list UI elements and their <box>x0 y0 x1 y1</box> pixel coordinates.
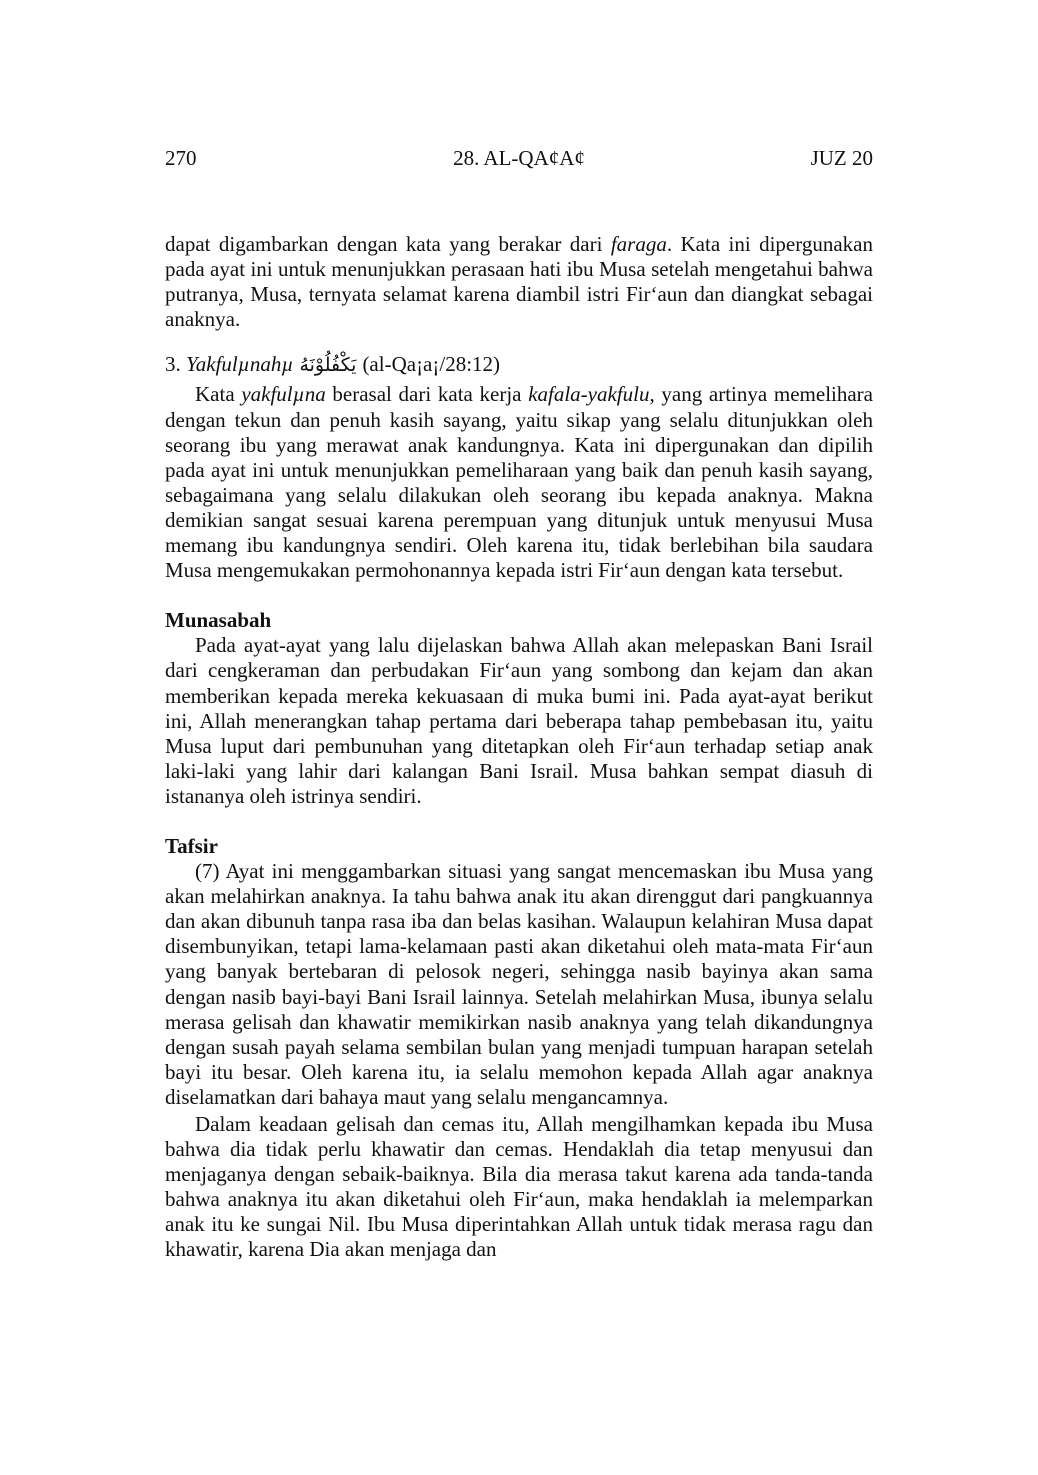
term-explanation-paragraph: Kata yakfulµna berasal dari kata kerja kafala-yakfulu, yang artinya memelihara dengan tekun dan penuh kasih sayang, yaitu sikap yang selalu ditunjukkan oleh seorang ibu yang merawat anak kandungnya. Kata ini dipergunakan dan dipilih pada ayat ini untuk menunjukkan pemeliharaan yang baik dan penuh kasih sayang, sebagaimana yang selalu dilakukan oleh seorang ibu kepada anaknya. Makna demikian sangat sesuai karena perempuan yang ditunjuk untuk menyusui Musa memang ibu kandungnya sendiri. Oleh karena itu, tidak berlebihan bila saudara Musa mengemukakan permohonannya kepada istri Fir‘aun dengan kata tersebut. <box>165 382 873 583</box>
tafsir-paragraph-1: (7) Ayat ini menggambarkan situasi yang sangat mencemaskan ibu Musa yang akan melahirkan anaknya. Ia tahu bahwa anak itu akan direnggut dari pangkuannya dan akan dibunuh tanpa rasa iba dan belas kasihan. Walaupun kelahiran Musa dapat disembunyikan, tetapi lama-kelamaan pasti akan diketahui oleh mata-mata Fir‘aun yang banyak bertebaran di pelosok negeri, sehingga nasib bayinya akan sama dengan nasib bayi-bayi Bani Israil lainnya. Setelah melahirkan Musa, ibunya selalu merasa gelisah dan khawatir memikirkan nasib anaknya yang telah dikandungnya dengan susah payah selama sembilan bulan yang menjadi tumpuan harapan setelah bayi itu besar. Oleh karena itu, ia selalu memohon kepada Allah agar anaknya diselamatkan dari bahaya maut yang selalu mengancamnya. <box>165 859 873 1109</box>
section-heading-munasabah: Munasabah <box>165 608 272 633</box>
emphasis-faraga: faraga <box>610 232 667 256</box>
term-word: Yakfulµnahµ <box>186 352 294 377</box>
intro-paragraph: dapat digambarkan dengan kata yang berakar dari faraga. Kata ini dipergunakan pada ayat ini untuk menunjukkan perasaan hati ibu Musa setelah mengetahui bahwa putranya, Musa, ternyata selamat karena diambil istri Fir‘aun dan diangkat sebagai anaknya. <box>165 232 873 332</box>
main-text <box>165 232 873 1263</box>
term-heading-yakfulunahu: 3. Yakfulµnahµ يَكْفُلُوْنَهُ (al-Qa¡a¡/28:12) <box>165 352 501 377</box>
munasabah-paragraph: Pada ayat-ayat yang lalu dijelaskan bahwa Allah akan melepaskan Bani Israil dari cengkeraman dan perbudakan Fir‘aun yang sombong dan kejam dan akan memberikan kepada mereka kekuasaan di muka bumi ini. Pada ayat-ayat berikut ini, Allah menerangkan tahap pertama dari beberapa tahap pembebasan itu, yaitu Musa luput dari pembunuhan yang ditetapkan oleh Fir‘aun terhadap setiap anak laki-laki yang lahir dari kalangan Bani Israil. Musa bahkan sempat diasuh di istananya oleh istrinya sendiri. <box>165 633 873 808</box>
arabic-term: يَكْفُلُوْنَهُ <box>299 354 357 377</box>
verse-reference: (al-Qa¡a¡/28:12) <box>362 352 501 377</box>
juz-label: JUZ 20 <box>810 146 873 170</box>
chapter-title: 28. AL-QA¢A¢ <box>453 146 585 170</box>
section-heading-tafsir: Tafsir <box>165 833 218 858</box>
running-header <box>165 146 873 176</box>
tafsir-paragraph-2: Dalam keadaan gelisah dan cemas itu, Allah mengilhamkan kepada ibu Musa bahwa dia tidak perlu khawatir dan cemas. Hendaklah dia tetap menyusui dan menjaganya dengan sebaik-baiknya. Bila dia merasa takut karena ada tanda-tanda bahwa anaknya itu akan diketahui oleh Fir‘aun, maka hendaklah ia melemparkan anak itu ke sungai Nil. Ibu Musa diperintahkan Allah untuk tidak merasa ragu dan khawatir, karena Dia akan menjaga dan <box>165 1112 873 1262</box>
page-number: 270 <box>165 146 197 170</box>
